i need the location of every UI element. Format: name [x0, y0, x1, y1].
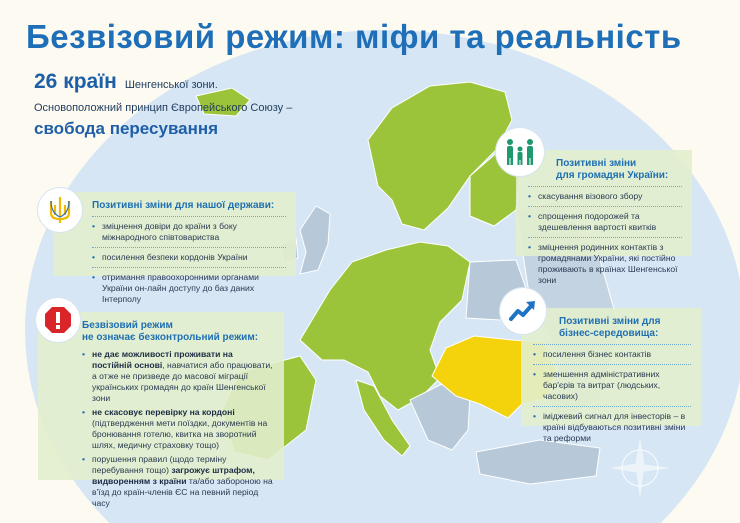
warn-panel-title-2: не означає безконтрольний режим:	[82, 332, 259, 344]
list-item	[82, 407, 274, 451]
divider	[533, 406, 691, 407]
schengen-count: 26 країн	[34, 70, 117, 93]
list-item: • спрощення подорожей та здешевлення вартості квитків	[528, 211, 682, 233]
freedom-text: свобода пересування	[34, 119, 219, 138]
warning-panel	[38, 312, 284, 509]
warning-icon	[36, 298, 80, 342]
trident-icon	[38, 188, 82, 232]
divider	[92, 247, 286, 248]
growth-arrow-icon	[500, 288, 546, 334]
list-item: • іміджевий сигнал для інвесторів – в країні відбуваються позитивні зміни та реформи	[533, 411, 691, 444]
list-item: • скасування візового збору	[528, 191, 682, 202]
citizens-panel-title-2: для громадян України:	[556, 170, 669, 182]
divider	[528, 206, 682, 207]
warn-panel-title-1: Безвізовий режим	[82, 320, 173, 331]
list-item	[82, 454, 274, 509]
citizens-panel-title-1: Позитивні зміни	[556, 158, 637, 169]
list-item: • зміцнення родинних контактів з громадянами України, які постійно проживають в країнах Шенгенської зони	[528, 242, 682, 286]
list-item: • посилення бізнес контактів	[533, 349, 691, 360]
warn-item-2-rest: (підтвердження мети поїздки, документів на бронювання готелю, квитка на зворотний шлях, медичну страховку тощо)	[92, 418, 268, 451]
citizens-benefits-panel	[516, 150, 692, 286]
list-item: • посилення безпеки кордонів України	[92, 252, 286, 263]
list-item: • зменшення адміністративних бар'єрів та витрат (людських, часових)	[533, 369, 691, 402]
principle-text: Основоположний принцип Європейського Союзу –	[34, 102, 293, 114]
page-title: Безвізовий режим: міфи та реальність	[26, 18, 682, 55]
state-benefits-panel	[54, 192, 296, 305]
list-item: • отримання правоохоронними органами України он-лайн доступу до баз даних Інтерполу	[92, 272, 286, 305]
divider	[528, 186, 682, 187]
warn-item-3-bold: загрожує штрафом, видворенням з країни	[92, 465, 255, 487]
warn-item-3-rest: та/або забороною на в'їзд до країн-членів ЄС на певний період часу	[92, 476, 273, 509]
warn-item-1-bold: не дає можливості проживати на постійній основі	[92, 349, 233, 371]
divider	[92, 267, 286, 268]
family-icon	[496, 128, 544, 176]
business-benefits-panel	[521, 308, 701, 444]
schengen-count-suffix: Шенгенської зони.	[124, 79, 218, 91]
divider	[528, 237, 682, 238]
divider	[92, 216, 286, 217]
list-item	[82, 349, 274, 404]
list-item: • зміцнення довіри до країни з боку міжнародного співтовариства	[92, 221, 286, 243]
warn-item-2-bold: не скасовує перевірку на кордоні	[92, 407, 235, 418]
state-panel-title: Позитивні зміни для нашої держави:	[92, 200, 275, 211]
business-panel-title-2: бізнес-середовища:	[559, 328, 659, 340]
warn-item-3-a: порушення правил (щодо терміну перебування тощо)	[92, 454, 227, 476]
divider	[533, 344, 691, 345]
intro-block	[34, 70, 374, 139]
divider	[533, 364, 691, 365]
business-panel-title-1: Позитивні зміни для	[559, 316, 661, 327]
warn-item-1-rest: , навчатися або працювати, а отже не призведе до масової міграції українських громадян до країн Шенгенської зони	[92, 360, 273, 404]
